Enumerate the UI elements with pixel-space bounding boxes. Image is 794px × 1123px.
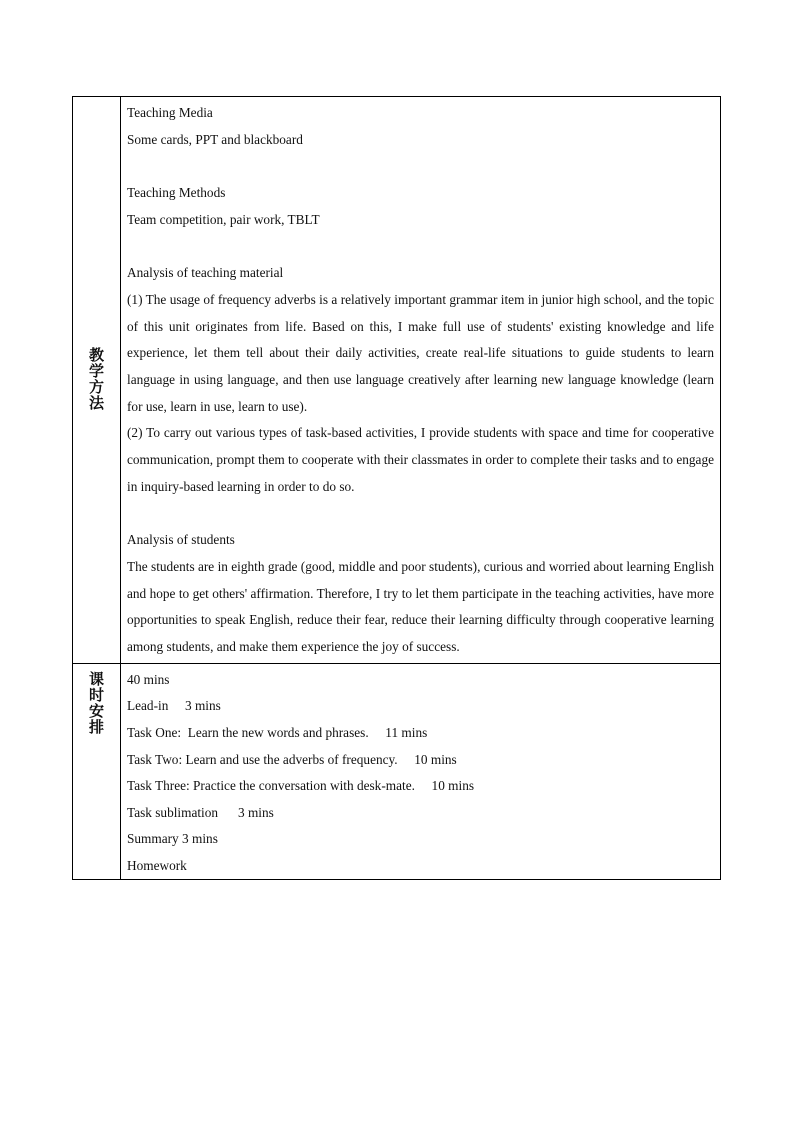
teaching-methods-text: Team competition, pair work, TBLT <box>127 211 320 227</box>
teaching-methods-content <box>121 97 721 664</box>
schedule-item-task-two: Task Two: Learn and use the adverbs of frequency. 10 mins <box>127 751 457 767</box>
material-analysis-paragraph-1: (1) The usage of frequency adverbs is a relatively important grammar item in junior high school, and the topic of this unit originates from life. Based on this, I make full use of students' existing knowledge and life experience, let them tell about their daily activities, create real-life situations to guide students to learn language in using language, and then use language creatively after learning new language knowledge (learn for use, learn in use, learn to use). <box>127 291 714 414</box>
schedule-row <box>73 663 721 880</box>
teaching-methods-label: 教学方法 <box>88 345 104 412</box>
student-analysis-heading: Analysis of students <box>127 532 235 548</box>
spacer <box>127 501 714 528</box>
spacer <box>127 153 714 180</box>
teaching-methods-label-cell <box>73 97 121 664</box>
lesson-plan-table <box>72 96 721 880</box>
material-analysis-heading: Analysis of teaching material <box>127 265 284 281</box>
schedule-label: 课时安排 <box>88 669 104 736</box>
teaching-media-text: Some cards, PPT and blackboard <box>127 131 303 147</box>
schedule-content <box>121 663 721 880</box>
student-analysis-paragraph: The students are in eighth grade (good, middle and poor students), curious and worried about learning English and hope to get others' affirmation. Therefore, I try to let them participate in the teaching activities, have more opportunities to speak English, reduce their fear, reduce their learning difficulty through cooperative learning among students, and make them experience the joy of success. <box>127 558 714 655</box>
schedule-item-total: 40 mins <box>127 671 170 687</box>
teaching-methods-heading: Teaching Methods <box>127 185 226 201</box>
schedule-item-sublimation: Task sublimation 3 mins <box>127 804 274 820</box>
spacer <box>127 234 714 261</box>
material-analysis-paragraph-2: (2) To carry out various types of task-based activities, I provide students with space and time for cooperative communication, prompt them to cooperate with their classmates in order to complete their tasks and to engage in inquiry-based learning in order to do so. <box>127 425 714 494</box>
schedule-item-task-three: Task Three: Practice the conversation with desk-mate. 10 mins <box>127 778 475 794</box>
schedule-item-summary: Summary 3 mins <box>127 831 218 847</box>
schedule-item-homework: Homework <box>127 857 187 873</box>
schedule-item-lead-in: Lead-in 3 mins <box>127 698 221 714</box>
schedule-label-cell <box>73 663 121 880</box>
schedule-item-task-one: Task One: Learn the new words and phrases. 11 mins <box>127 724 428 740</box>
teaching-media-heading: Teaching Media <box>127 105 213 120</box>
teaching-methods-row <box>73 97 721 664</box>
